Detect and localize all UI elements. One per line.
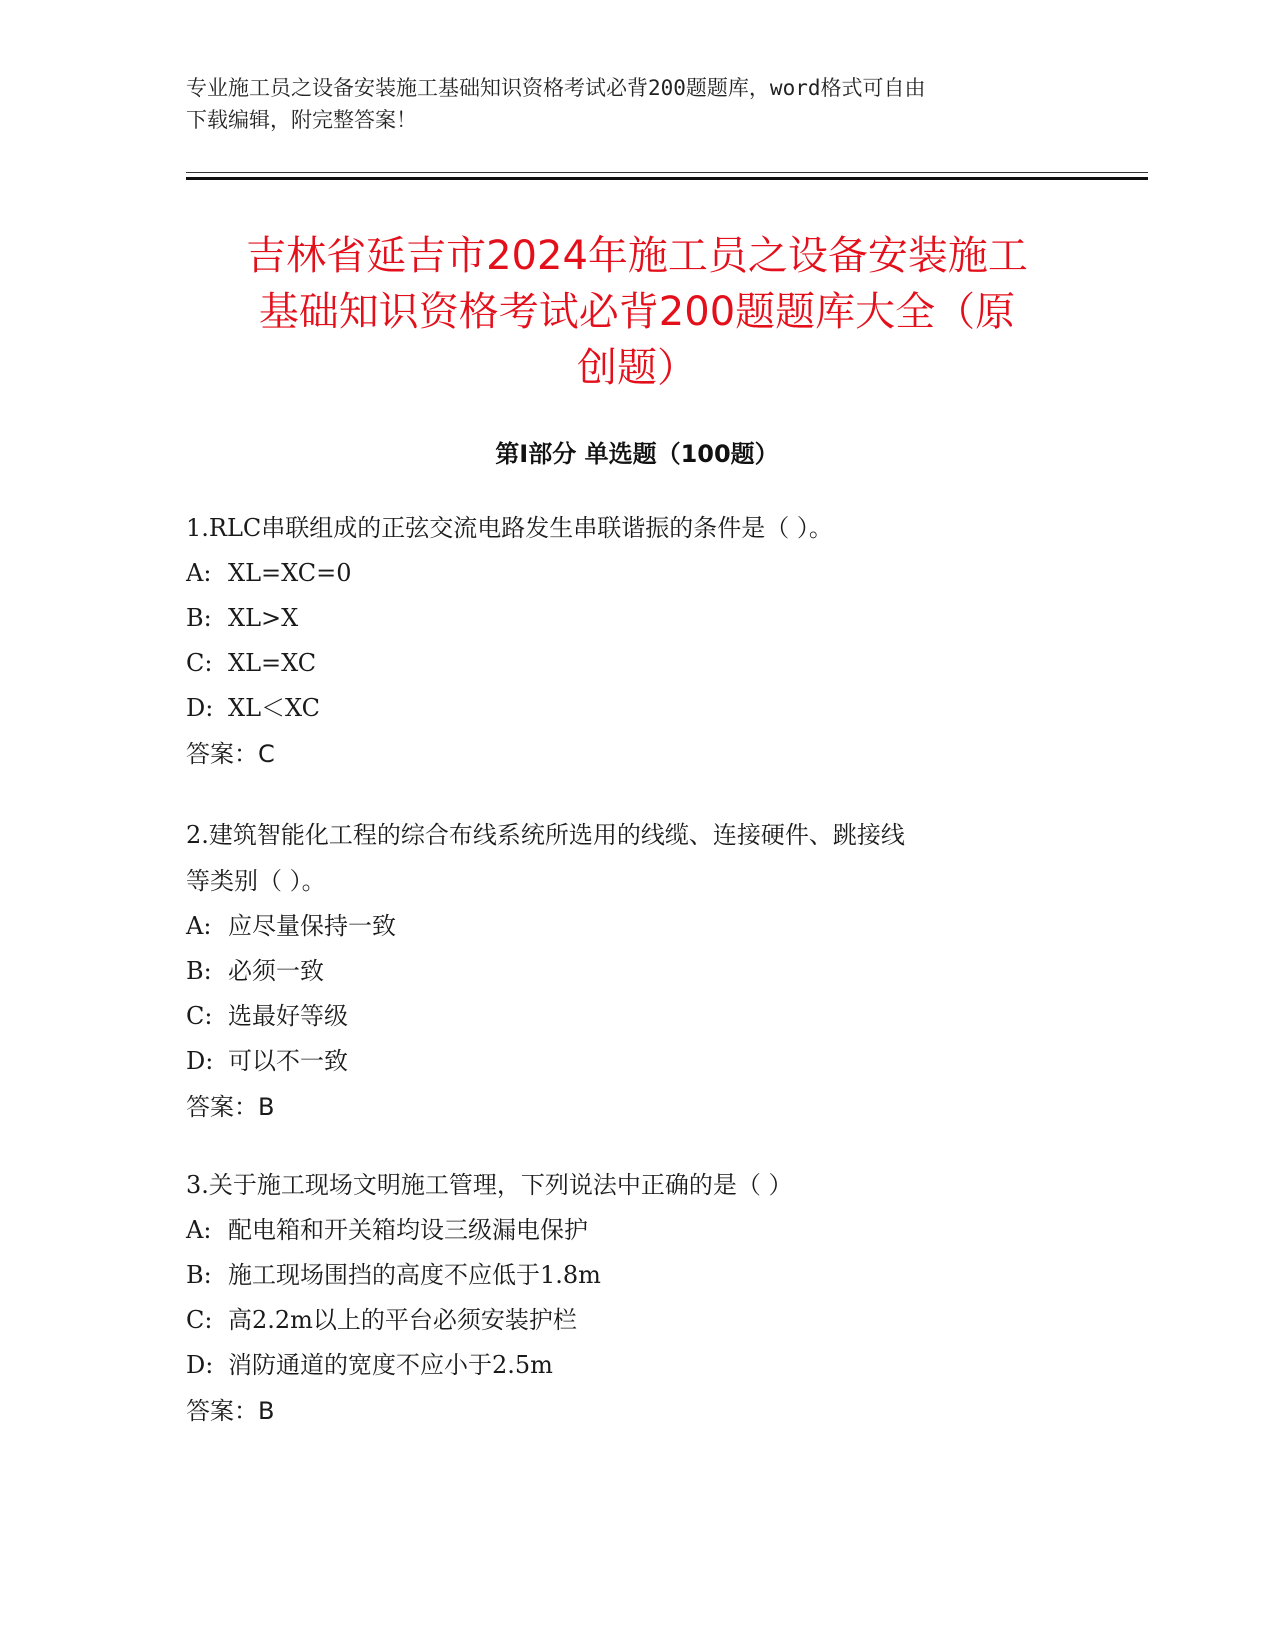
question-stem: 1.RLC串联组成的正弦交流电路发生串联谐振的条件是（ ）。 — [186, 514, 833, 542]
option-text: XL>X — [228, 604, 299, 632]
header-rule-thin — [186, 172, 1148, 173]
option-c — [186, 641, 1086, 686]
option-c — [186, 1298, 1086, 1343]
option-text: 高2.2m以上的平台必须安装护栏 — [228, 1306, 577, 1334]
question-stem: 3.关于施工现场文明施工管理，下列说法中正确的是（ ） — [186, 1171, 793, 1199]
title-line-3: 创题） — [577, 345, 697, 391]
option-a — [186, 904, 1086, 949]
option-d — [186, 686, 1086, 731]
option-text: XL＜XC — [228, 694, 321, 722]
option-letter: C: — [186, 649, 213, 677]
option-c — [186, 994, 1086, 1039]
option-text: 消防通道的宽度不应小于2.5m — [228, 1351, 553, 1379]
option-d — [186, 1039, 1086, 1084]
option-d — [186, 1343, 1086, 1388]
option-text: XL=XC — [228, 649, 317, 677]
question-1 — [186, 505, 1086, 777]
section-heading: 第Ⅰ部分 单选题（100题） — [495, 440, 779, 468]
answer-line: 答案：C — [186, 740, 275, 768]
intro-line-2: 下载编辑，附完整答案！ — [186, 108, 417, 132]
option-letter: D: — [186, 1047, 214, 1075]
option-letter: D: — [186, 1351, 214, 1379]
option-letter: B: — [186, 957, 212, 985]
document-title — [186, 228, 1088, 396]
option-letter: A: — [186, 1216, 212, 1244]
option-text: 可以不一致 — [228, 1047, 348, 1075]
question-stem-line-1: 2.建筑智能化工程的综合布线系统所选用的线缆、连接硬件、跳接线 — [186, 821, 905, 849]
option-b — [186, 1253, 1086, 1298]
option-letter: B: — [186, 1261, 212, 1289]
intro-line-1: 专业施工员之设备安装施工基础知识资格考试必背200题题库，word格式可自由 — [186, 76, 926, 100]
question-2 — [186, 812, 1086, 1130]
title-line-2: 基础知识资格考试必背200题题库大全（原 — [258, 289, 1016, 335]
question-3 — [186, 1162, 1086, 1434]
option-b — [186, 949, 1086, 994]
header-rule-thick — [186, 177, 1148, 180]
answer-line: 答案：B — [186, 1093, 275, 1121]
option-b — [186, 596, 1086, 641]
option-letter: D: — [186, 694, 214, 722]
option-a — [186, 551, 1086, 596]
question-stem-line-2: 等类别（ ）。 — [186, 867, 326, 895]
option-text: 配电箱和开关箱均设三级漏电保护 — [228, 1216, 588, 1244]
option-text: 应尽量保持一致 — [228, 912, 396, 940]
option-letter: C: — [186, 1002, 213, 1030]
intro-note — [186, 72, 1066, 136]
option-text: XL=XC=0 — [228, 559, 352, 587]
option-letter: A: — [186, 559, 212, 587]
option-letter: C: — [186, 1306, 213, 1334]
option-text: 选最好等级 — [228, 1002, 348, 1030]
option-a — [186, 1208, 1086, 1253]
option-text: 施工现场围挡的高度不应低于1.8m — [228, 1261, 601, 1289]
option-letter: A: — [186, 912, 212, 940]
option-text: 必须一致 — [228, 957, 324, 985]
option-letter: B: — [186, 604, 212, 632]
title-line-1: 吉林省延吉市2024年施工员之设备安装施工 — [246, 233, 1028, 279]
answer-line: 答案：B — [186, 1397, 275, 1425]
